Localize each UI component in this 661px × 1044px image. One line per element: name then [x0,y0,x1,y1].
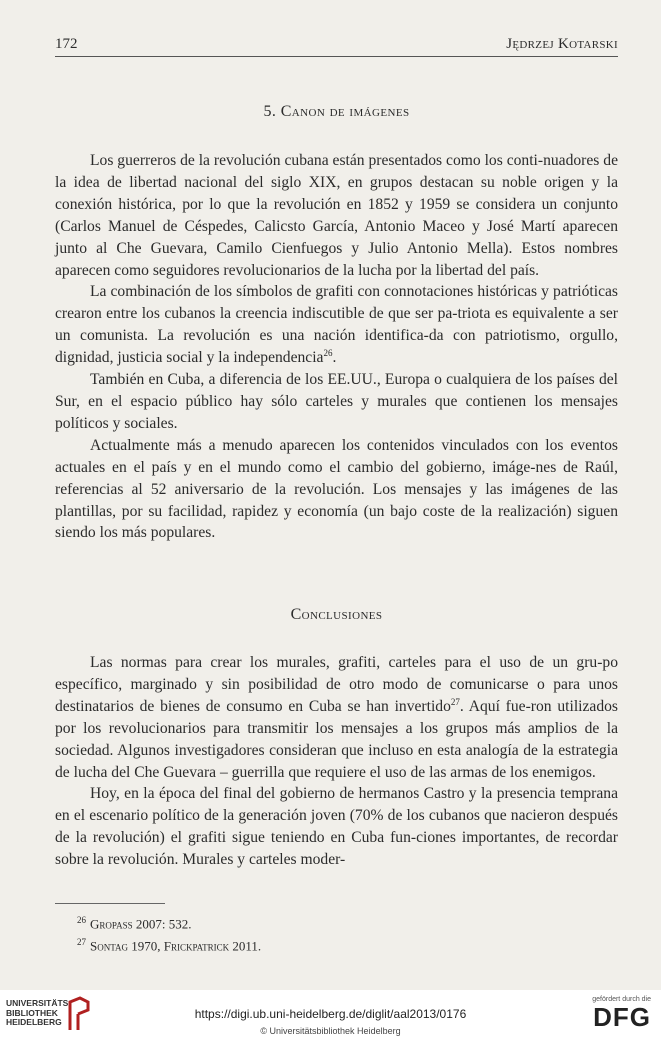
footnote-ref-27[interactable]: 27 [450,696,460,707]
footnote-rule [55,903,165,904]
paragraph: También en Cuba, a diferencia de los EE.UU., Europa o cualquiera de los países del Sur, en el espacio público hay sólo carteles y murales que contienen los mensajes políticos y sociales. [55,371,618,432]
paragraph: Actualmente más a menudo aparecen los contenidos vinculados con los eventos actuales en el país y en el mundo como el cambio del gobierno, imáge-nes de Raúl, referencias al 52 aniversario de la revolución. Los mensajes y las imágenes de las plantillas, por su facilidad, rapidez y economía (un bajo coste de la realización) siguen siendo los más populares. [55,436,618,542]
conclusions-body [55,652,618,871]
running-head [55,36,618,57]
library-name: UNIVERSITÄTS- BIBLIOTHEK HEIDELBERG [6,998,72,1027]
footnote-ref-26[interactable]: 26 [323,347,333,358]
paragraph: Los guerreros de la revolución cubana están presentados como los conti-nuadores de la idea de libertad nacional del siglo XIX, en grupos destacan su noble origen y la conexión histórica, por lo que la revolución en 1852 y 1959 se considera un conjunto (Carlos Manuel de Céspedes, Calicsto García, Antonio Maceo y José Martí aparecen junto al Che Guevara, Camilo Cienfuegos y Julio Antonio Mella). Estos nombres aparecen como seguidores revolucionarios de la lucha por la libertad del país. [55,152,618,279]
copyright: © Universitätsbibliothek Heidelberg [260,1026,401,1036]
paragraph: Las normas para crear los murales, grafiti, carteles para el uso de un gru-po específico, marginado y sin posibilidad de otro modo de comunicarse o para unos destinatarios de bienes de consumo en Cuba se han invertido$^{27}$. Aquí fue-ron utilizados por los revolucionarios para transmitir los mensajes a los grupos más amplios de la sociedad. Algunos investigadores consideran que incluso en esta analogía de la estrategia de lucha del Che Guevara – guerrilla que requiere el uso de las armas de los enemigos. [55,654,618,781]
running-head-author: Jędrzej Kotarski [506,36,618,52]
section-body [55,150,618,544]
paragraph: La combinación de los símbolos de grafiti con connotaciones históricas y patrióticas crearon entre los cubanos la creencia indiscutible de que ser pa-triota es equivalente a ser un comunista. La revolución es una nación identifica-da con patriotismo, orgullo, dignidad, justicia social y la independencia$^{26}$. [55,283,618,367]
dfg-logo[interactable]: gefördert durch die DFG [592,996,651,1032]
footnote-27: $^{27}$ Sontag 1970, Frickpatrick 2011. [77,937,262,954]
footnote-26: $^{26}$ Gropass 2007: 532. [77,915,192,932]
viewer-footer [0,990,661,1044]
page-url-link[interactable]: https://digi.ub.uni-heidelberg.de/diglit/aal2013/0176 [194,1007,467,1021]
section-title: 5. Canon de imágenes [263,103,410,120]
paragraph: Hoy, en la época del final del gobierno de hermanos Castro y la presencia temprana en el escenario político de la generación joven (70% de los cubanos que nacieron después de la revolución) el grafiti sigue teniendo en Cuba fun-ciones importantes, de recordar sobre la revolución. Murales y carteles moder- [55,785,618,869]
page-number: 172 [55,36,78,52]
conclusions-title: Conclusiones [290,606,383,623]
footnotes [55,911,618,956]
